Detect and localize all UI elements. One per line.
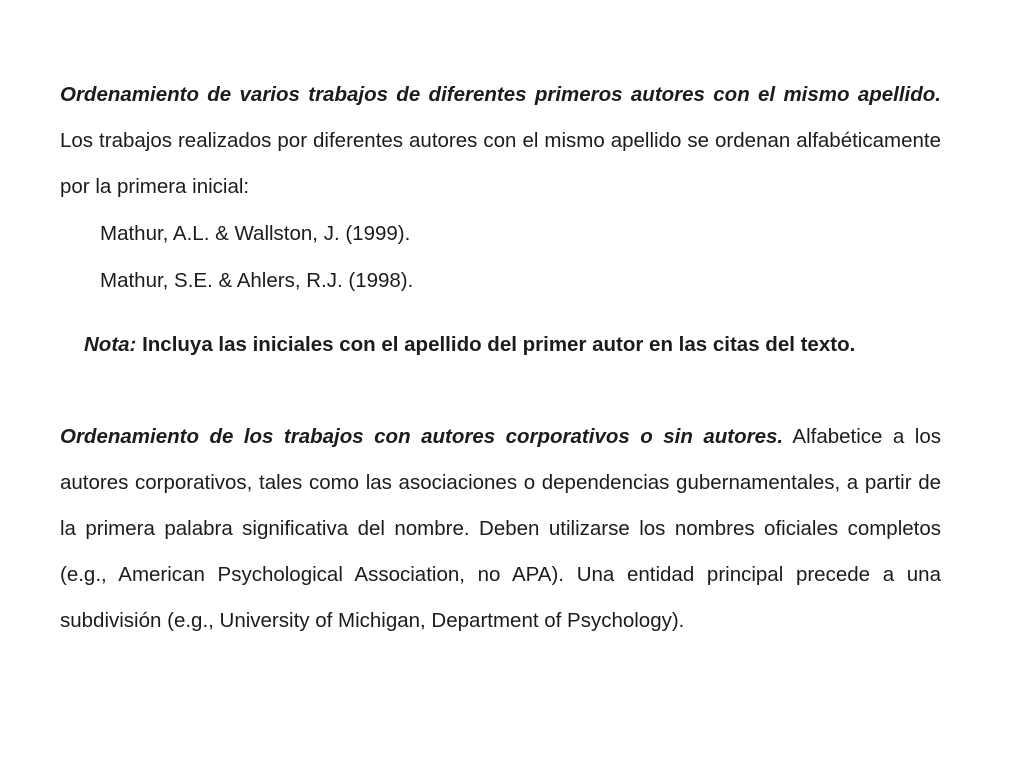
reference-example-2: Mathur, S.E. & Ahlers, R.J. (1998). xyxy=(100,269,414,292)
section-heading-corporate-authors: Ordenamiento de los trabajos con autores corporativos o sin autores. xyxy=(60,425,784,448)
note-text: Incluya las iniciales con el apellido del primer autor en las citas del texto. xyxy=(136,333,856,356)
section-heading-same-surname: Ordenamiento de varios trabajos de diferentes primeros autores con el mismo apellido. xyxy=(60,83,941,106)
paragraph-corporate-authors xyxy=(60,414,941,644)
section-body-same-surname: Los trabajos realizados por diferentes autores con el mismo apellido se ordenan alfabéticamente por la primera inicial: xyxy=(60,129,941,198)
paragraph-same-surname xyxy=(60,72,941,210)
section-body-corporate-authors: Alfabetice a los autores corporativos, tales como las asociaciones o dependencias gubernamentales, a partir de la primera palabra significativa del nombre. Deben utilizarse los nombres oficiales completos (e.g., American Psychological Association, no APA). Una entidad principal precede a una subdivisión (e.g., University of Michigan, Department of Psychology). xyxy=(60,425,942,632)
note-paragraph xyxy=(60,322,941,368)
slide-content xyxy=(60,72,941,644)
note-label: Nota: xyxy=(84,333,137,356)
reference-example-1: Mathur, A.L. & Wallston, J. (1999). xyxy=(100,222,411,245)
